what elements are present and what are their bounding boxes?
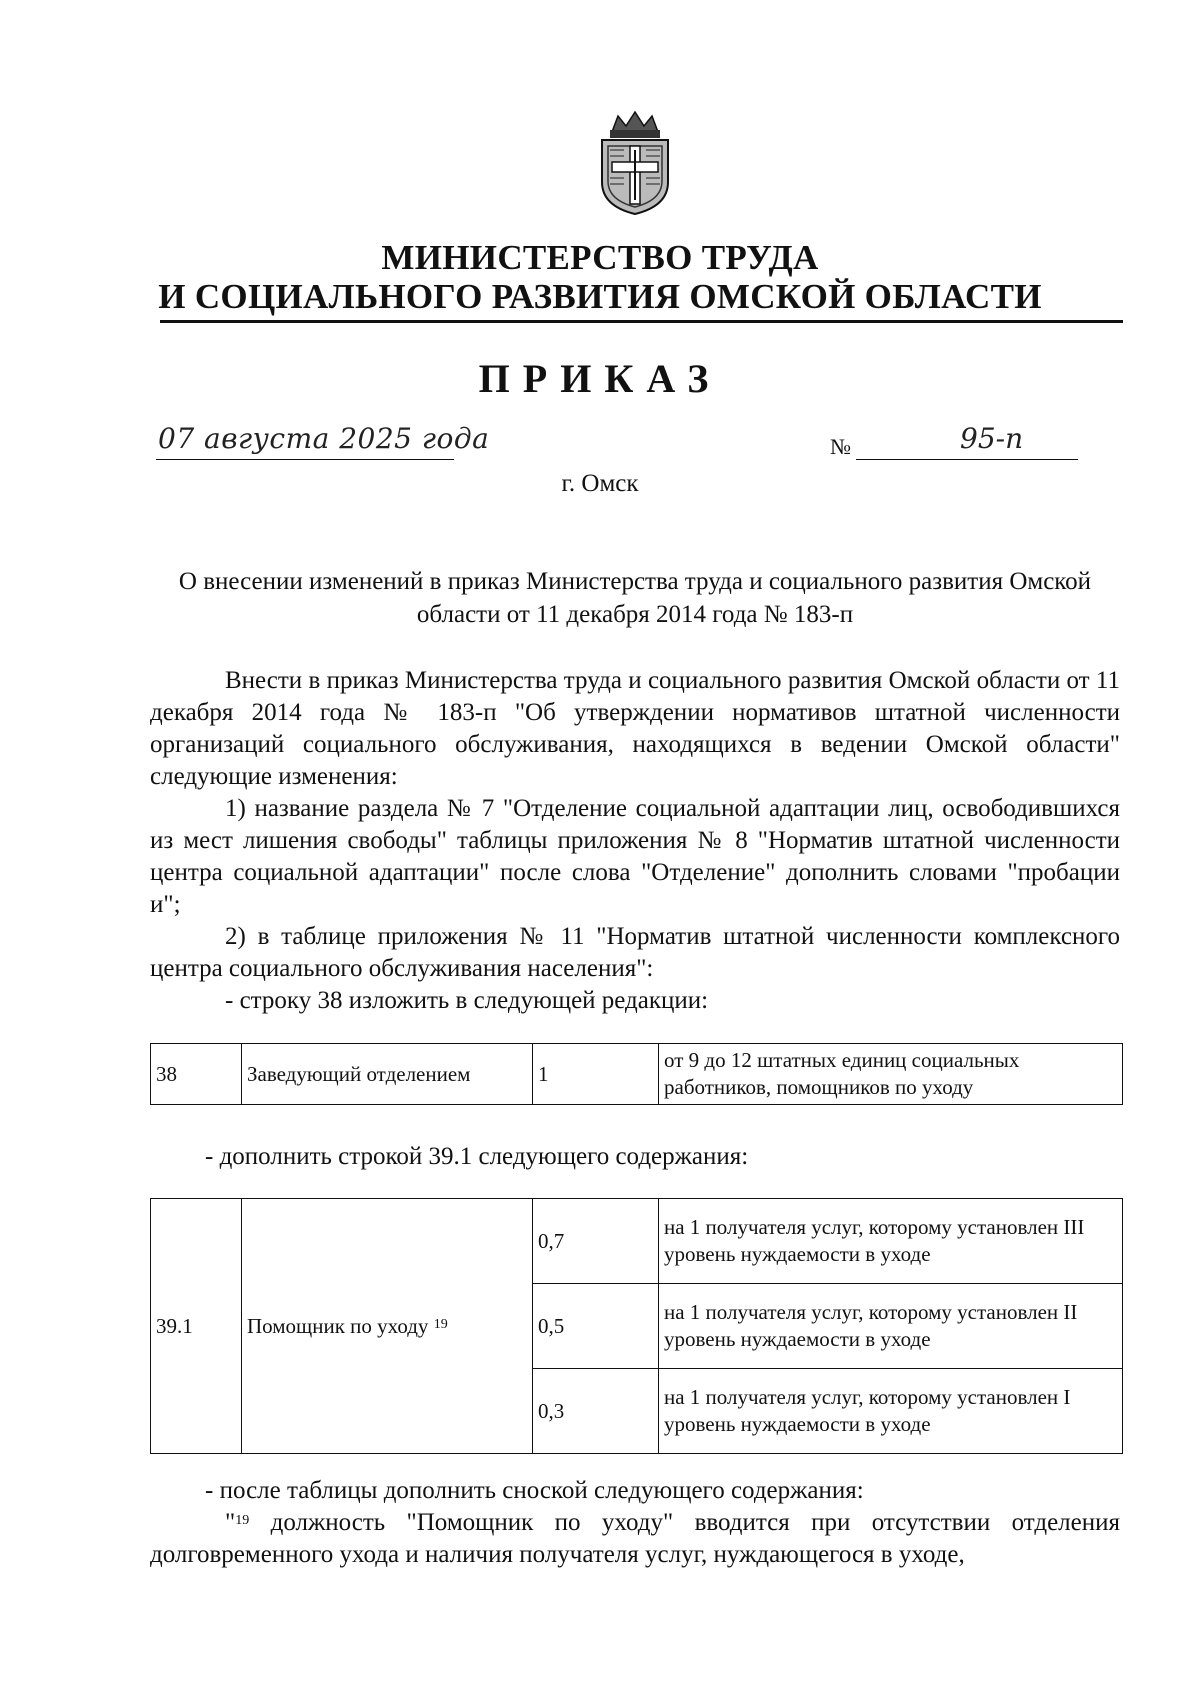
order-subject: О внесении изменений в приказ Министерства труда и социального развития Омской области от 11 декабря 2014 года № 183-п [178, 568, 1092, 628]
staff-condition: на 1 получателя услуг, которому установлен III уровень нуждаемости в уходе [659, 1199, 1123, 1284]
staff-condition: на 1 получателя услуг, которому установлен I уровень нуждаемости в уходе [659, 1369, 1123, 1454]
date-underline [156, 459, 454, 460]
footnote-body: должность "Помощник по уходу" вводится при отсутствии отделения долговременного ухода и наличия получателя услуг, нуждающегося в уходе, [150, 1509, 1120, 1568]
table-row [151, 1044, 1123, 1105]
order-number-handwritten: 95-п [960, 422, 1024, 455]
doc-type-title: ПРИКАЗ [478, 356, 722, 401]
org-name-line2: И СОЦИАЛЬНОГО РАЗВИТИЯ ОМСКОЙ ОБЛАСТИ [158, 277, 1042, 316]
number-underline [856, 459, 1078, 460]
staff-count: 1 [533, 1044, 659, 1105]
body-row39-instruction: - дополнить строкой 39.1 следующего содержания: [205, 1143, 749, 1170]
table-row-39-1 [150, 1198, 1123, 1454]
table-row [151, 1199, 1123, 1284]
org-name-line1: МИНИСТЕРСТВО ТРУДА [381, 238, 819, 277]
order-number-label: № [830, 434, 851, 459]
footnote-mark: 19 [433, 1316, 448, 1332]
omsk-coat-of-arms-icon [594, 110, 676, 216]
header-divider [160, 320, 1123, 323]
footnote-open-quote: " [225, 1509, 236, 1536]
body-paragraph-intro: Внести в приказ Министерства труда и социального развития Омской области от 11 декабря 2014 года № 183-п "Об утверждении нормативов штатной численности организаций социального обслуживания, находящихся в ведении Омской области" следующие изменения: [150, 667, 1120, 790]
footnote-number: 19 [235, 1513, 250, 1528]
footnote-text [150, 1507, 1120, 1571]
row-number: 39.1 [151, 1199, 242, 1454]
position-label: Помощник по уходу [247, 1313, 429, 1338]
staff-condition: от 9 до 12 штатных единиц социальных работников, помощников по уходу [659, 1044, 1123, 1105]
staff-count: 0,3 [533, 1369, 659, 1454]
table-row-38 [150, 1043, 1123, 1105]
position-name: Заведующий отделением [242, 1044, 533, 1105]
body-footnote-instruction: - после таблицы дополнить сноской следующего содержания: [205, 1477, 864, 1504]
staff-count: 0,7 [533, 1199, 659, 1284]
staff-condition: на 1 получателя услуг, которому установлен II уровень нуждаемости в уходе [659, 1284, 1123, 1369]
order-date-handwritten: 07 августа 2025 года [158, 422, 490, 455]
row-number: 38 [151, 1044, 242, 1105]
staff-count: 0,5 [533, 1284, 659, 1369]
body-item-2: 2) в таблице приложения № 11 "Норматив штатной численности комплексного центра социального обслуживания населения": [150, 923, 1120, 982]
position-name [242, 1199, 533, 1454]
body-row38-instruction: - строку 38 изложить в следующей редакции: [225, 987, 709, 1014]
city: г. Омск [561, 470, 639, 497]
body-item-1: 1) название раздела № 7 "Отделение социальной адаптации лиц, освободившихся из мест лишения свободы" таблицы приложения № 8 "Норматив штатной численности центра социальной адаптации" после слова "Отделение" дополнить словами "пробации и"; [150, 795, 1120, 918]
